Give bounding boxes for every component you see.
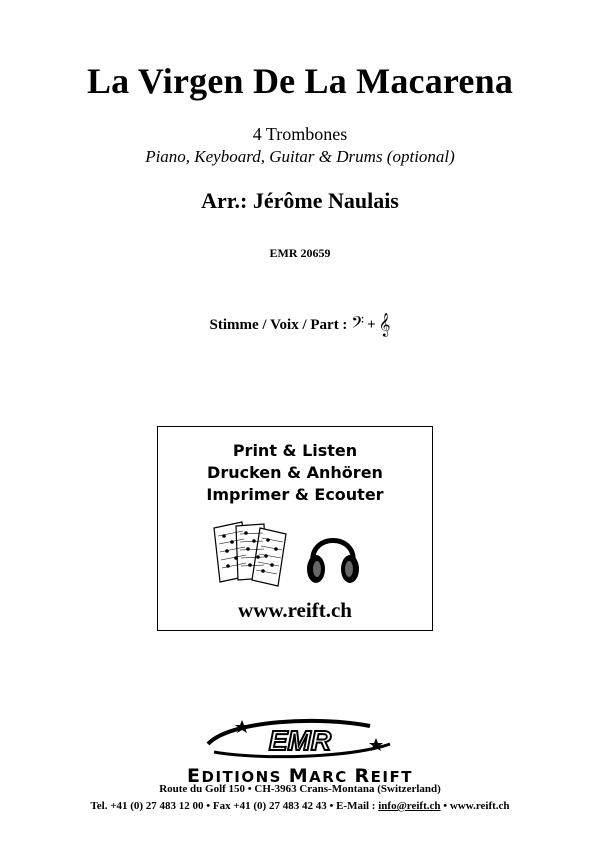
publisher-name: EDITIONS MARC REIFT [187,765,413,787]
promo-url[interactable]: www.reift.ch [238,598,352,622]
part-line [0,312,600,336]
treble-clef-icon: 𝄞 [378,312,391,336]
publisher-contact [0,800,600,812]
promo-line-english: Print & Listen [232,441,358,460]
plus-sign: + [367,317,376,333]
publisher-address: Route du Golf 150 • CH-3963 Crans-Montana (Switzerland) [159,783,441,795]
arranger: Arr.: Jérôme Naulais [201,188,399,213]
part-label: Stimme / Voix / Part : [209,317,348,333]
promo-line-french: Imprimer & Ecouter [206,485,384,504]
optional-parts: Piano, Keyboard, Guitar & Drums (optional) [145,147,455,166]
instrumentation: 4 Trombones [252,124,348,144]
svg-text:EMR: EMR [268,725,332,756]
contact-phone-fax: Tel. +41 (0) 27 483 12 00 • Fax +41 (0) 27 483 42 43 • E-Mail : [90,800,379,812]
bass-clef-icon: 𝄢 [351,312,365,336]
emr-logo [200,714,400,762]
contact-web: • www.reift.ch [440,800,510,812]
print-listen-box[interactable] [157,426,433,631]
score-title: La Virgen De La Macarena [86,61,514,101]
sheet-music-icon [206,520,296,590]
email-link[interactable]: info@reift.ch [378,800,441,812]
catalog-number: EMR 20659 [269,246,331,260]
promo-line-german: Drucken & Anhören [207,463,383,482]
headphones-icon [303,523,363,589]
